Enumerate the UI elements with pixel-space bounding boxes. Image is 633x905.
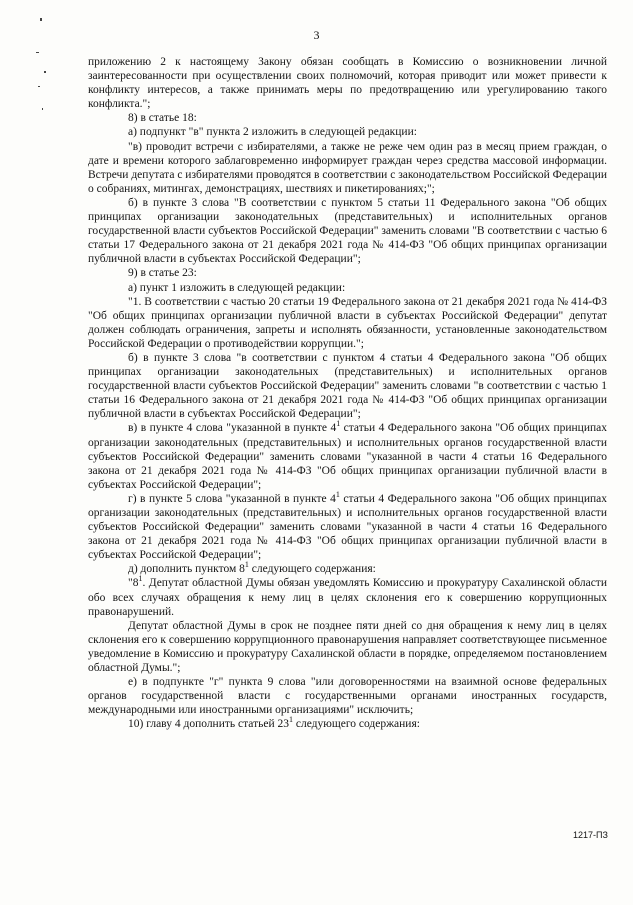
paragraph xyxy=(88,111,607,125)
document-body xyxy=(88,55,607,732)
paragraph xyxy=(88,619,607,675)
text-segment: "1. В соответствии с частью 20 статьи 19 Федерального закона от 21 декабря 2021 года № 414-ФЗ "Об общих принципах организации публичной власти в субъектах Российской Федерации" депутат должен соблюдать ограничения, запреты и исполнять обязанности, установленные законодательством Российской Федерации о противодействии коррупции."; xyxy=(88,295,607,350)
scan-mark xyxy=(42,108,43,110)
scan-mark xyxy=(44,71,46,73)
text-segment: д) дополнить пунктом 8 xyxy=(128,563,245,576)
scan-mark xyxy=(38,86,40,87)
paragraph xyxy=(88,717,607,731)
superscript: 1 xyxy=(335,490,340,500)
text-segment: 8) в статье 18: xyxy=(128,112,197,125)
document-code: 1217-ПЗ xyxy=(573,830,608,840)
text-segment: 9) в статье 23: xyxy=(128,267,197,280)
paragraph xyxy=(88,196,607,266)
paragraph xyxy=(88,295,607,351)
superscript: 1 xyxy=(138,574,143,584)
paragraph xyxy=(88,266,607,280)
page-number: 3 xyxy=(313,28,320,42)
scan-mark xyxy=(40,18,42,21)
text-segment: Депутат областной Думы в срок не позднее пяти дней со дня обращения к нему лиц в целях склонения его к совершению коррупционного правонарушения направляет соответствующее письменное уведомление в Комиссию и прокуратуру Сахалинской области в порядке, определяемом постановлением областной Думы."; xyxy=(88,619,607,675)
text-segment: . Депутат областной Думы обязан уведомлять Комиссию и прокуратуру Сахалинской области обо всех случаях обращения к нему лиц в целях склонения его к совершению коррупционных правонарушений. xyxy=(88,577,607,618)
scan-mark xyxy=(36,52,39,53)
paragraph xyxy=(88,281,607,295)
paragraph xyxy=(88,351,607,421)
text-segment: статьи 4 Федерального закона "Об общих принципах организации законодательных (представительных) и исполнительных органов государственной власти субъектов Российской Федерации" заменить словами "указанной в части 4 статьи 16 Федерального закона от 21 декабря 2021 года № 414-ФЗ "Об общих принципах организации публичной власти в субъектах Российской Федерации"; xyxy=(88,492,608,562)
paragraph xyxy=(88,55,607,111)
paragraph xyxy=(88,421,607,491)
text-segment: а) подпункт "в" пункта 2 изложить в следующей редакции: xyxy=(128,126,417,139)
text-segment: статьи 4 Федерального закона "Об общих принципах организации законодательных (представительных) и исполнительных органов государственной власти субъектов Российской Федерации" заменить словами "указанной в части 4 статьи 16 Федерального закона от 21 декабря 2021 года № 414-ФЗ "Об общих принципах организации публичной власти в субъектах Российской Федерации"; xyxy=(88,422,607,491)
superscript: 1 xyxy=(289,715,293,725)
paragraph xyxy=(88,125,607,139)
text-segment: следующего содержания: xyxy=(248,563,376,576)
text-segment: б) в пункте 3 слова "в соответствии с пунктом 4 статьи 4 Федерального закона "Об общих принципах организации законодательных (представительных) и исполнительных органов государственной власти субъектов Российской Федерации" заменить словами "в соответствии с частью 1 статьи 16 Федерального закона от 21 декабря 2021 года № 414-ФЗ "Об общих принципах организации публичной власти в субъектах Российской Федерации"; xyxy=(88,351,607,421)
text-segment: "в) проводит встречи с избирателями, а также не реже чем один раз в месяц прием граждан, о дате и времени которого заблаговременно информирует граждан через средства массовой информации. Встречи депутата с избирателями проводятся в соответствии с законодательством Российской Федерации о собраниях, митингах, демонстрациях, шествиях и пикетированиях;"; xyxy=(88,140,607,195)
text-segment: б) в пункте 3 слова "В соответствии с пунктом 5 статьи 11 Федерального закона "Об общих принципах организации законодательных (представительных) и исполнительных органов государственной власти субъектов Российской Федерации" заменить словами "В соответствии с частью 6 статьи 17 Федерального закона от 21 декабря 2021 года № 414-ФЗ "Об общих принципах организации публичной власти в субъектах Российской Федерации"; xyxy=(88,196,607,266)
text-segment: е) в подпункте "г" пункта 9 слова "или договоренностями на взаимной основе федеральных органов государственной власти с государственными органами иностранных государств, международными или иностранными организациями" исключить; xyxy=(88,676,607,717)
text-segment: 10) главу 4 дополнить статьей 23 xyxy=(128,718,289,731)
text-segment: приложению 2 к настоящему Закону обязан сообщать в Комиссию о возникновении личной заинтересованности при осуществлении своих полномочий, которая приводит или может привести к конфликту интересов, а также принимать меры по предотвращению или урегулированию такого конфликта."; xyxy=(88,56,607,111)
text-segment: г) в пункте 5 слова "указанной в пункте 4 xyxy=(128,492,336,505)
paragraph xyxy=(88,492,607,562)
text-segment: следующего содержания: xyxy=(293,718,420,731)
paragraph xyxy=(88,576,607,618)
paragraph xyxy=(88,675,607,717)
superscript: 1 xyxy=(244,560,249,570)
paragraph xyxy=(88,140,607,196)
text-segment: а) пункт 1 изложить в следующей редакции: xyxy=(128,281,346,294)
text-segment: "8 xyxy=(128,577,139,590)
paragraph xyxy=(88,562,607,576)
superscript: 1 xyxy=(336,419,341,429)
text-segment: в) в пункте 4 слова "указанной в пункте 4 xyxy=(128,422,337,435)
